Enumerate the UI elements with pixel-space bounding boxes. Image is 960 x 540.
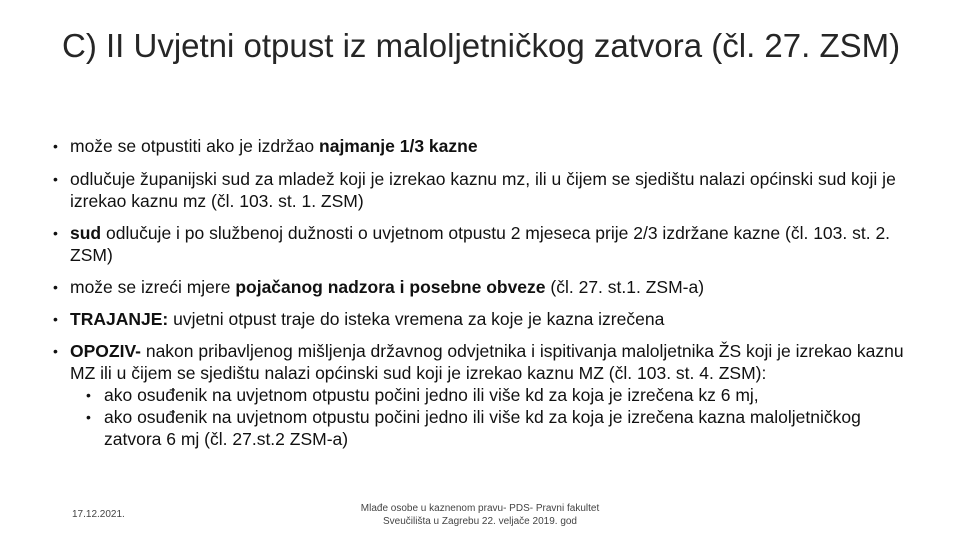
bullet-dot: • — [53, 279, 58, 295]
bullet-dot: • — [86, 387, 91, 403]
bullet-dot: • — [53, 311, 58, 327]
bullet-dot: • — [53, 171, 58, 187]
bullet-item: • OPOZIV- nakon pribavljenog mišljenja državnog odvjetnika i ispitivanja maloljetnika ŽS koji je izrekao kaznu MZ ili u čijem se sjedištu nalazi općinski sud koji je izrekao kaznu MZ (čl. 103. st. 4. ZSM): — [53, 341, 904, 383]
bullet-dot: • — [53, 138, 58, 154]
sub-bullet-item: • ako osuđenik na uvjetnom otpustu počini jedno ili više kd za koja je izrečena kz 6 mj, — [86, 385, 759, 405]
bullet-list — [50, 135, 910, 450]
bullet-item: • sud odlučuje i po službenoj dužnosti o uvjetnom otpustu 2 mjeseca prije 2/3 izdržane kazne (čl. 103. st. 2. ZSM) — [53, 223, 891, 265]
bullet-item: • može se izreći mjere pojačanog nadzora i posebne obveze (čl. 27. st.1. ZSM-a) — [53, 277, 705, 297]
bullet-dot: • — [53, 225, 58, 241]
bullet-item: • TRAJANJE: uvjetni otpust traje do isteka vremena za koje je kazna izrečena — [53, 309, 665, 329]
footer-date: 17.12.2021. — [72, 509, 125, 520]
slide-title: C) II Uvjetni otpust iz maloljetničkog zatvora (čl. 27. ZSM) — [62, 27, 901, 64]
bullet-dot: • — [53, 343, 58, 359]
bullet-item: • odlučuje županijski sud za mladež koji je izrekao kaznu mz, ili u čijem se sjedištu nalazi općinski sud koji je izrekao kaznu mz (čl. 103. st. 1. ZSM) — [53, 169, 896, 211]
sub-bullet-item: • ako osuđenik na uvjetnom otpustu počini jedno ili više kd za koja je izrečena kazna maloljetničkog zatvora 6 mj (čl. 27.st.2 ZSM-a) — [86, 407, 861, 449]
footer-caption: Mlađe osobe u kaznenom pravu- PDS- Pravni fakultet Sveučilišta u Zagrebu 22. veljače 2019. god — [360, 503, 600, 527]
bullet-item: • može se otpustiti ako je izdržao najmanje 1/3 kazne — [53, 136, 478, 156]
bullet-dot: • — [86, 409, 91, 425]
